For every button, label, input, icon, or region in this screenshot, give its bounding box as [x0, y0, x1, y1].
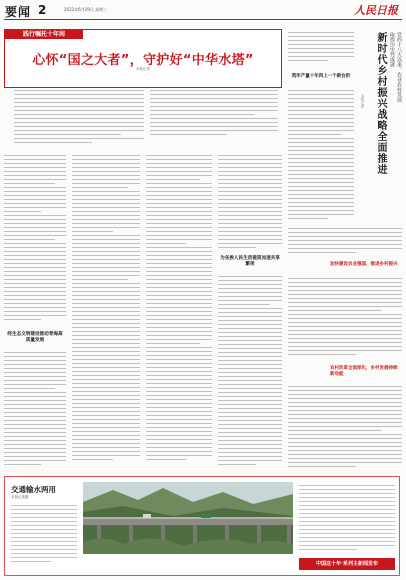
text-column-4a [218, 155, 282, 250]
section-name: 要闻 [5, 5, 32, 19]
feature-headline[interactable]: 新时代乡村振兴战略全面推进 [375, 32, 386, 175]
photo-credit: 本报记者摄 [11, 495, 29, 499]
right-column-b [288, 228, 402, 258]
text-column-2 [72, 155, 140, 470]
lead-headline[interactable]: 心怀“国之大者”，守护好“中华水塔” [32, 53, 254, 68]
lead-intro-left [14, 90, 144, 148]
feature-byline: 本报记者 [361, 94, 365, 108]
text-column-1b [4, 352, 66, 470]
lead-article-header [4, 29, 282, 88]
issue-date: 2022年6月29日 星期三 [64, 7, 108, 12]
masthead-rule [4, 19, 402, 20]
text-column-3 [146, 155, 212, 470]
right-column-c [288, 278, 402, 360]
side-subhead-strong-agriculture: 加快建设农业强国，推进乡村振兴 [330, 262, 398, 267]
column-banner: 践行嘱托十年间 [5, 30, 83, 39]
feature-kicker: 党的十八大以来，农业农村发展取得历史性成就 [389, 32, 402, 102]
newspaper-logo: 人民日报 [354, 4, 398, 17]
text-column-1 [4, 155, 66, 325]
right-intro-column [288, 32, 354, 68]
subhead-ecology: 经生态文明建设推动青海高质量发展 [7, 332, 63, 343]
lead-byline: 本报记者 [136, 67, 150, 71]
series-banner[interactable]: 中国这十年·系列主新闻发布 [299, 558, 395, 570]
side-subhead-reform: 农村改革全面深化，乡村发展持续新动能 [330, 366, 398, 377]
masthead [0, 0, 406, 20]
photo-caption-text [11, 505, 77, 569]
lead-intro-right [150, 90, 278, 148]
side-subhead-grain: 筑牢产量十年再上一个新台阶 [291, 74, 351, 79]
feature-vertical-title [357, 32, 403, 222]
text-column-4b [218, 276, 282, 470]
right-column-a [288, 90, 354, 222]
photo-side-text [299, 485, 395, 555]
photo-title[interactable]: 交通输水两用 [11, 485, 56, 494]
photo-feature [4, 476, 400, 576]
bridge-photo [83, 482, 293, 554]
subhead-prosperity: 为各族人民生活提质加速共享繁荣 [220, 256, 280, 267]
right-column-d [288, 386, 402, 470]
page-number: 2 [38, 3, 47, 17]
